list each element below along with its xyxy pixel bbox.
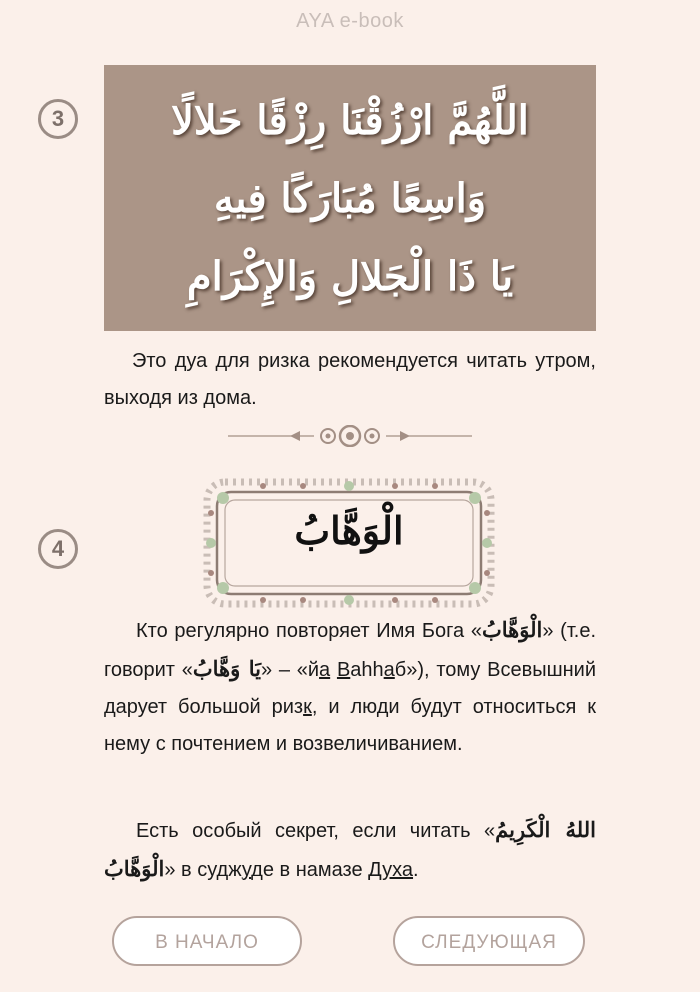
underlined-letter: к — [303, 696, 312, 718]
name-number-badge: 4 — [38, 529, 78, 569]
text-segment: » в судж — [164, 859, 242, 881]
arabic-inline-text: يَا وَهَّابُ — [192, 656, 261, 681]
text-segment — [330, 659, 337, 681]
text-segment: » (т.е. говорит « — [104, 620, 596, 681]
text-segment: Кто регулярно повторяет Имя Бога « — [136, 620, 482, 642]
arabic-inline-text: اللهُ الْكَرِيمُ الْوَهَّابُ — [104, 817, 596, 881]
text-segment: , и люди будут относиться к нему с почтением и возвеличиванием. — [104, 696, 597, 755]
name-paragraph-1 — [104, 611, 596, 763]
name-paragraph-2 — [104, 811, 596, 889]
text-segment: ahh — [350, 659, 384, 681]
dua-arabic-box — [104, 65, 596, 331]
dua-line-1: اللَّهُمَّ ارْزُقْنَا رِزْقًا حَلالًا — [171, 97, 529, 144]
underlined-word: Духа — [368, 859, 414, 881]
home-button[interactable]: В НАЧАЛО — [112, 916, 302, 966]
underlined-letter: а — [383, 659, 395, 681]
text-segment: » – «й — [260, 659, 320, 681]
arabic-inline-text: الْوَهَّابُ — [482, 617, 543, 642]
text-segment: б»), тому Всевышний дарует большой риз — [104, 659, 597, 718]
app-brand: AYA e-book — [296, 10, 404, 32]
underlined-letter: у — [241, 859, 252, 881]
dua-line-3: يَا ذَا الْجَلالِ وَالإِكْرَامِ — [186, 253, 514, 300]
dua-description: Это дуа для ризка рекомендуется читать утром, выходя из дома. — [104, 350, 596, 409]
text-segment: де в намазе — [251, 859, 369, 881]
dua-number-badge: 3 — [38, 99, 78, 139]
ornament-divider-icon — [228, 425, 472, 447]
text-segment: . — [413, 859, 419, 881]
text-segment: Есть особый секрет, если читать « — [136, 820, 496, 842]
next-button[interactable]: СЛЕДУЮЩАЯ — [393, 916, 585, 966]
dua-line-2: وَاسِعًا مُبَارَكًا فِيهِ — [213, 175, 487, 222]
underlined-letter: В — [336, 659, 351, 681]
divine-name-arabic: الْوَهَّابُ — [294, 508, 404, 553]
underlined-letter: а — [319, 659, 331, 681]
